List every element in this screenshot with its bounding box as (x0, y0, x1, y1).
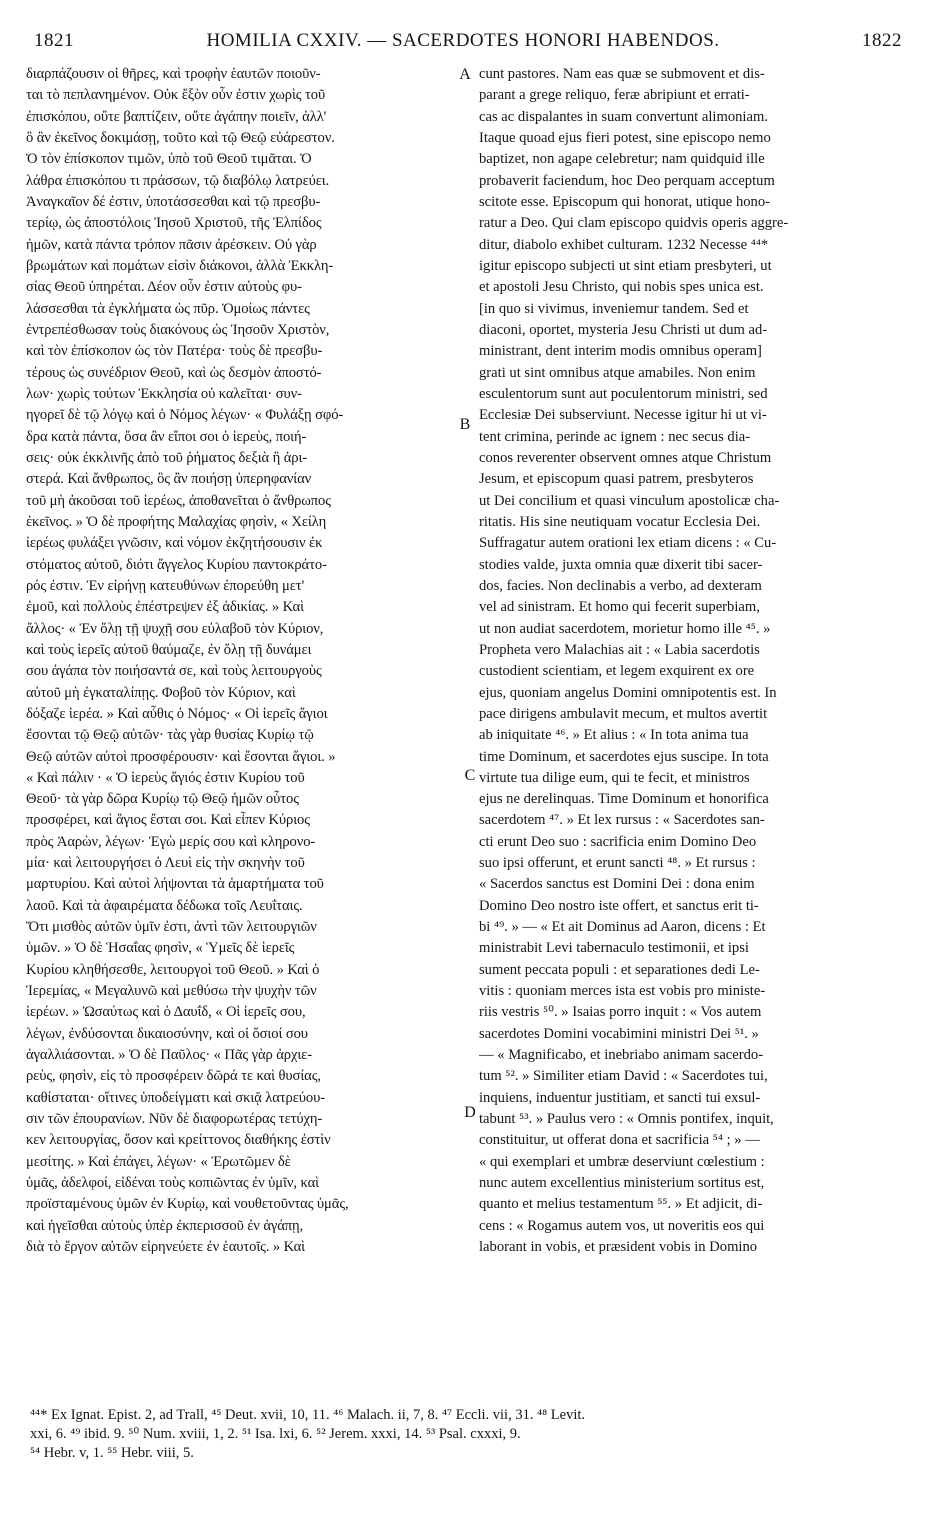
latin-text-line: bi ⁴⁹. » — « Et ait Dominus ad Aaron, dicens : Et (479, 919, 766, 936)
latin-text-line: scitote esse. Episcopum qui honorat, utique hono- (479, 193, 771, 210)
latin-text-line: riis vestris ⁵⁰. » Isaias porro inquit : « Vos autem (479, 1004, 762, 1021)
greek-text-line: Ἀναγκαῖον δέ ἐστιν, ὑποτάσσεσθαι καὶ τῷ πρεσβυ- (26, 193, 321, 210)
latin-text-line: Propheta vero Malachias ait : « Labia sacerdotis (479, 641, 760, 658)
greek-text-line: Ὅτι μισθὸς αὐτῶν ὑμῖν ἐστι, ἀντὶ τῶν λειτουργιῶν (26, 919, 317, 936)
greek-text-line: λέγων, ἐνδύσονται δικαιοσύνην, καὶ οἱ ὅσιοί σου (26, 1025, 308, 1042)
greek-text-line: βρωμάτων καὶ πομάτων εἰσὶν διάκονοι, ἀλλὰ Ἐκκλη- (26, 257, 334, 274)
greek-text-line: προσφέρει, καὶ ἅγιος ἔσται σοι. Καὶ εἶπεν Κύριος (26, 812, 310, 829)
latin-text-line: quanto et melius testamentum ⁵⁵. » Et adjicit, di- (479, 1196, 763, 1213)
margin-marker-b: B (459, 416, 471, 433)
greek-text-line: ρός ἐστιν. Ἐν εἰρήνῃ κατευθύνων ἐπορεύθη μετ' (26, 577, 305, 594)
latin-text-line: ut Dei concilium et quasi vinculum apostolicæ cha- (479, 492, 780, 509)
greek-text-line: ἀγαλλιάσονται. » Ὁ δὲ Παῦλος· « Πᾶς γὰρ ἀρχιε- (26, 1047, 312, 1064)
greek-text-line: Ἱερεμίας, « Μεγαλυνῶ καὶ μεθύσω τὴν ψυχὴν τῶν (26, 983, 317, 1000)
latin-text-line: laborant in vobis, et præsident vobis in Domino (479, 1239, 758, 1256)
page-number-right: 1822 (862, 30, 902, 51)
greek-text-line: αὐτοῦ μὴ ἐγκαταλίπῃς. Φοβοῦ τὸν Κύριον, καὶ (26, 684, 296, 701)
latin-text-line: ab iniquitate ⁴⁶. » Et alius : « In tota anima tua (479, 727, 749, 744)
greek-text-line: ἱερέων. » Ὡσαύτως καὶ ὁ Δαυΐδ, « Οἱ ἱερεῖς σου, (26, 1004, 306, 1021)
greek-text-line: καθίσταται· οἵτινες ὑποδείγματι καὶ σκιᾷ λατρεύου- (26, 1089, 325, 1106)
latin-text-line: probaverit faciendum, hoc Deo perquam acceptum (479, 172, 775, 189)
greek-text-line: τοῦ μὴ ἀκοῦσαι τοῦ ἱερέως, ἀποθανεῖται ὁ ἄνθρωπος (26, 492, 331, 509)
greek-text-line: καὶ τοὺς ἱερεῖς αὐτοῦ θαύμαζε, ἐν ὅλῃ τῇ δυνάμει (26, 641, 312, 658)
latin-text-line: ministrabit Levi tabernaculo testimonii, et ipsi (479, 940, 749, 957)
latin-text-line: vitis : quoniam merces ista est vobis pro ministe- (479, 983, 766, 1000)
greek-text-line: προϊσταμένους ὑμῶν ἐν Κυρίῳ, καὶ νουθετοῦντας ὑμᾶς, (26, 1196, 349, 1213)
latin-text-line: parant a grege reliquo, feræ abripiunt et errati- (479, 87, 750, 104)
page-number-left: 1821 (34, 30, 74, 51)
greek-text-line: « Καὶ πάλιν · « Ὁ ἱερεὺς ἅγιός ἐστιν Κυρίου τοῦ (26, 769, 305, 786)
latin-text-line: Itaque quoad ejus fieri potest, sine episcopo nemo (479, 129, 771, 146)
latin-text-line: esculentorum sunt aut poculentorum ministri, sed (479, 385, 768, 402)
greek-text-line: δόξαζε ἱερέα. » Καὶ αὖθις ὁ Νόμος· « Οἱ ἱερεῖς ἅγιοι (26, 705, 328, 722)
latin-text-line: « Sacerdos sanctus est Domini Dei : dona enim (479, 876, 755, 893)
latin-column (479, 64, 904, 1408)
latin-text-line: time Dominum, et sacerdotes ejus suscipe. In tota (479, 748, 769, 765)
greek-text-line: ὃ ἂν ἐκεῖνος δοκιμάσῃ, τοῦτο καὶ τῷ Θεῷ εὐάρεστον. (26, 129, 335, 146)
latin-text-line: baptizet, non agape celebretur; nam quidquid ille (479, 151, 765, 168)
greek-text-line: σου ἀγάπα τὸν ποιήσαντά σε, καὶ τοὺς λειτουργοὺς (26, 663, 322, 680)
latin-text-line: custodient scientiam, et legem exquirent ex ore (479, 663, 755, 680)
greek-text-line: μαρτυρίου. Καὶ αὐτοὶ λήψονται τὰ ἁμαρτήματα τοῦ (26, 876, 324, 893)
latin-text-line: ditur, diabolo exhibet culturam. 1232 Necesse ⁴⁴* (479, 236, 769, 253)
latin-text-line: suo ipsi offerunt, et erunt sancti ⁴⁸. » Et rursus : (479, 855, 756, 872)
latin-text-line: sacerdotem ⁴⁷. » Et lex rursus : « Sacerdotes san- (479, 812, 765, 829)
greek-text-line: στόματος αὐτοῦ, διότι ἄγγελος Κυρίου παντοκράτο- (26, 556, 327, 573)
greek-text-line: σίας Θεοῦ ὑπηρέται. Δέον οὖν ἐστιν αὐτοὺς φυ- (26, 279, 302, 296)
footnote-line: ⁵⁴ Hebr. v, 1. ⁵⁵ Hebr. viii, 5. (30, 1445, 194, 1461)
greek-text-line: ἐκεῖνος. » Ὁ δὲ προφήτης Μαλαχίας φησὶν, « Χείλη (26, 513, 327, 530)
latin-text-line: Jesum, et episcopum quasi patrem, presbyteros (479, 471, 754, 488)
latin-text-line: virtute tua dilige eum, qui te fecit, et ministros (479, 769, 750, 786)
footnote-line: xxi, 6. ⁴⁹ ibid. 9. ⁵⁰ Num. xviii, 1, 2. ⁵¹ Isa. lxi, 6. ⁵² Jerem. xxxi, 14. ⁵³ Psal. cxxxi, 9. (30, 1426, 521, 1442)
latin-text-line: tum ⁵². » Similiter etiam David : « Sacerdotes tui, (479, 1068, 768, 1085)
greek-text-line: πρὸς Ἀαρὼν, λέγων· Ἐγὼ μερίς σου καὶ κληρονο- (26, 833, 316, 850)
greek-text-line: στερά. Καὶ ἄνθρωπος, ὃς ἂν ποιήσῃ ὑπερηφανίαν (26, 471, 312, 488)
greek-text-line: μία· καὶ λειτουργήσει ὁ Λευὶ εἰς τὴν σκηνὴν τοῦ (26, 855, 305, 872)
greek-text-line: ἄλλος· « Ἐν ὅλῃ τῇ ψυχῇ σου εὐλαβοῦ τὸν Κύριον, (26, 620, 324, 637)
margin-marker-d: D (464, 1104, 476, 1121)
greek-text-line: ηγορεῖ δὲ τῷ λόγῳ καὶ ὁ Νόμος λέγων· « Φυλάξῃ σφό- (26, 407, 344, 424)
greek-text-line: σεις· οὐκ ἐκκλινῆς ἀπὸ τοῦ ῥήματος δεξιὰ ἢ ἀρι- (26, 449, 308, 466)
greek-text-line: Ὁ τὸν ἐπίσκοπον τιμῶν, ὑπὸ τοῦ Θεοῦ τιμᾶται. Ὁ (26, 151, 312, 168)
greek-text-line: τέρους ὡς συνέδριον Θεοῦ, καὶ ὡς δεσμὸν ἀποστό- (26, 364, 322, 381)
latin-text-line: grati ut sint omnibus atque amabiles. Non enim (479, 364, 756, 381)
greek-text-line: Θεῷ αὐτῶν αὐτοὶ προσφέρουσιν· καὶ ἔσονται ἅγιοι. » (26, 748, 336, 765)
greek-text-line: ὑμᾶς, ἀδελφοί, εἰδέναι τοὺς κοπιῶντας ἐν ὑμῖν, καὶ (26, 1175, 319, 1192)
latin-text-line: ritatis. His sine neutiquam vocatur Ecclesia Dei. (479, 513, 761, 530)
latin-text-line: pace dirigens ambulavit mecum, et multos avertit (479, 705, 768, 722)
latin-text-line: tabunt ⁵³. » Paulus vero : « Omnis pontifex, inquit, (479, 1111, 774, 1128)
latin-text-line: ejus, quoniam angelus Domini omnipotentis est. In (479, 684, 777, 701)
running-title: HOMILIA CXXIV. — SACERDOTES HONORI HABENDOS. (206, 30, 720, 51)
latin-text-line: diaconi, oportet, mysteria Jesu Christi ut dum ad- (479, 321, 768, 338)
greek-text-line: λων· χωρὶς τούτων Ἐκκλησία οὐ καλεῖται· συν- (26, 385, 302, 402)
greek-text-line: δρα κατὰ πάντα, ὅσα ἂν εἴποι σοι ὁ ἱερεὺς, ποιή- (26, 428, 307, 445)
greek-text-line: ἡμῶν, κατὰ πάντα τρόπον πᾶσιν ἀρέσκειν. Οὐ γὰρ (26, 236, 317, 253)
latin-text-line: sacerdotes Domini vocabimini ministri Dei ⁵¹. » (479, 1025, 759, 1042)
latin-text-line: ejus ne derelinquas. Time Dominum et honorifica (479, 791, 769, 808)
greek-text-line: ἐντρεπέσθωσαν τοὺς διακόνους ὡς Ἰησοῦν Χριστὸν, (26, 321, 330, 338)
greek-text-line: ἱερέως φυλάξει γνῶσιν, καὶ νόμον ἐκζητήσουσιν ἐκ (26, 535, 323, 552)
latin-text-line: Ecclesiæ Dei subserviunt. Necesse igitur hi ut vi- (479, 407, 767, 424)
latin-text-line: « qui exemplari et umbræ deserviunt cœlestium : (479, 1153, 765, 1170)
greek-text-line: ὑμῶν. » Ὁ δὲ Ἡσαΐας φησὶν, « Ὑμεῖς δὲ ἱερεῖς (26, 940, 295, 957)
greek-text-line: κεν λειτουργίας, ὅσον καὶ κρείττονος διαθήκης ἐστὶν (26, 1132, 331, 1149)
latin-text-line: cunt pastores. Nam eas quæ se submovent et dis- (479, 66, 765, 82)
latin-text-line: tent crimina, perinde ac ignem : nec secus dia- (479, 428, 751, 445)
greek-text-line: διὰ τὸ ἔργον αὐτῶν εἰρηνεύετε ἐν ἑαυτοῖς. » Καὶ (26, 1239, 305, 1256)
greek-text-line: ται τὸ πεπλανημένον. Οὐκ ἔξὸν οὖν ἐστιν χωρὶς τοῦ (26, 87, 326, 104)
latin-text-line: constituitur, ut offerat dona et sacrificia ⁵⁴ ; » — (479, 1132, 760, 1149)
latin-text-line: ministrant, dent interim modis omnibus operam] (479, 343, 762, 360)
latin-text-line: et apostoli Jesu Christo, qui nobis spes unica est. (479, 279, 764, 296)
latin-text-line: ut non audiat sacerdotem, morietur homo ille ⁴⁵. » (479, 620, 771, 637)
greek-text-line: ἐμοῦ, καὶ πολλοὺς ἐπέστρεψεν ἐξ ἀδικίας. » Καὶ (26, 599, 304, 616)
greek-text-line: καὶ ἡγεῖσθαι αὐτοὺς ὑπὲρ ἐκπερισσοῦ ἐν ἀγάπῃ, (26, 1217, 304, 1234)
latin-text-line: cti erunt Deo suo : sacrificia enim Domino Deo (479, 833, 757, 850)
margin-marker-c: C (464, 767, 476, 784)
greek-text-line: λάσσεσθαι τὰ ἐγκλήματα ὡς πῦρ. Ὁμοίως πάντες (26, 300, 310, 317)
greek-text-line: σιν τῶν ἐπουρανίων. Νῦν δὲ διαφορωτέρας τετύχη- (26, 1111, 323, 1128)
greek-text-line: τερίῳ, ὡς ἀποστόλοις Ἰησοῦ Χριστοῦ, τῆς Ἐλπίδος (26, 215, 322, 232)
latin-text-line: Suffragatur autem orationi lex etiam dicens : « Cu- (479, 535, 777, 552)
greek-text-line: Θεοῦ· τὰ γὰρ δῶρα Κυρίῳ τῷ Θεῷ ἡμῶν οὗτος (26, 791, 299, 808)
latin-text-line: conos reverenter observent omnes atque Christum (479, 449, 772, 466)
greek-text-line: Κυρίου κληθήσεσθε, λειτουργοὶ τοῦ Θεοῦ. » Καὶ ὁ (26, 961, 320, 978)
latin-text-line: — « Magnificabo, et inebriabo animam sacerdo- (479, 1047, 764, 1064)
latin-text-line: sument peccata populi : et separationes dedi Le- (479, 961, 760, 978)
greek-text-line: ἔσονται τῷ Θεῷ αὐτῶν· τὰς γὰρ θυσίας Κυρίῳ τῷ (26, 727, 314, 744)
greek-text-line: καὶ τὸν ἐπίσκοπον ὡς τὸν Πατέρα· τοὺς δὲ πρεσβυ- (26, 343, 323, 360)
greek-column (26, 64, 458, 1408)
greek-text-line: ρεὺς, φησὶν, εἰς τὸ προσφέρειν δῶρά τε καὶ θυσίας, (26, 1068, 321, 1085)
latin-text-line: stodies valde, juxta omnia quæ dixerit tibi sacer- (479, 556, 763, 573)
latin-text-line: cens : « Rogamus autem vos, ut noveritis eos qui (479, 1217, 765, 1234)
latin-text-line: vel ad sinistram. Et homo qui fecerit superbiam, (479, 599, 760, 616)
latin-text-line: [in quo si vivimus, inveniemur tandem. Sed et (479, 300, 749, 317)
latin-text-line: ratur a Deo. Qui clam episcopo quidvis operis aggre- (479, 215, 789, 232)
greek-text-line: λαοῦ. Καὶ τὰ ἀφαιρέματα δέδωκα τοῖς Λευΐταις. (26, 897, 303, 914)
running-header (24, 30, 902, 56)
latin-text-line: igitur episcopo subjecti ut sint etiam presbyteri, ut (479, 257, 772, 274)
latin-text-line: nunc autem excellentius ministerium sortitus est, (479, 1175, 765, 1192)
greek-text-line: ἐπισκόπου, οὔτε βαπτίζειν, οὔτε ἀγάπην ποιεῖν, ἀλλ' (26, 108, 327, 125)
latin-text-line: Domino Deo nostro iste offert, et sanctus erit ti- (479, 897, 759, 914)
latin-text-line: dos, facies. Non declinabis a verbo, ad dexteram (479, 577, 762, 594)
latin-text-line: inquiens, induentur justitiam, et sancti tui exsul- (479, 1089, 761, 1106)
greek-text-line: μεσίτης. » Καὶ ἐπάγει, λέγων· « Ἐρωτῶμεν δὲ (26, 1153, 291, 1170)
greek-text-line: διαρπάζουσιν οἱ θῆρες, καὶ τροφὴν ἑαυτῶν ποιοῦν- (26, 66, 321, 82)
greek-text-line: λάθρα ἐπισκόπου τι πράσσων, τῷ διαβόλῳ λατρεύει. (26, 172, 330, 189)
margin-marker-a: A (459, 66, 471, 83)
footnotes (30, 1406, 906, 1463)
footnote-line: ⁴⁴* Ex Ignat. Epist. 2, ad Trall, ⁴⁵ Deut. xvii, 10, 11. ⁴⁶ Malach. ii, 7, 8. ⁴⁷ Eccli. vii, 31. ⁴⁸ Levit. (30, 1407, 586, 1423)
latin-text-line: cas ac dispalantes in suam convertunt alimoniam. (479, 108, 768, 125)
